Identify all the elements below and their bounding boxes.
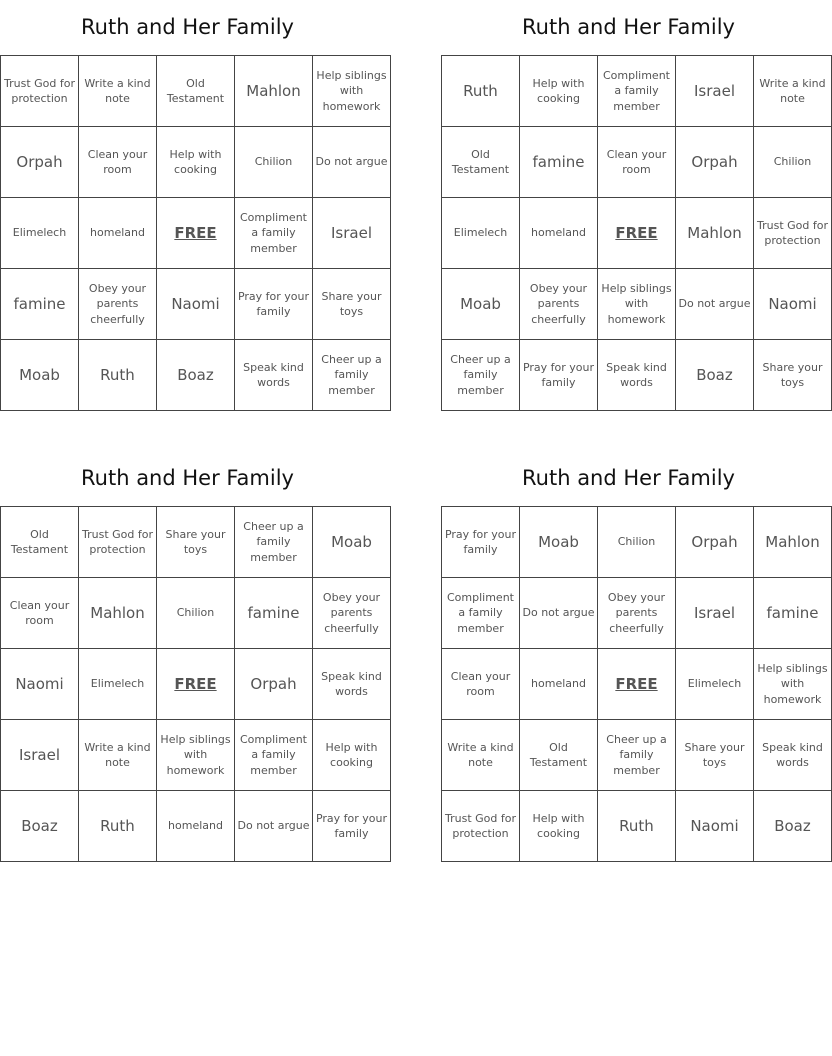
grid-cell: Elimelech <box>1 198 79 269</box>
grid-row <box>442 198 832 269</box>
grid-cell: Write a kind note <box>442 720 520 791</box>
grid-cell: Ruth <box>79 340 157 411</box>
card-title: Ruth and Her Family <box>522 466 735 490</box>
grid-cell: Clean your room <box>1 578 79 649</box>
grid-cell: Obey your parents cheerfully <box>313 578 391 649</box>
grid-cell: Chilion <box>754 127 832 198</box>
grid-cell: homeland <box>520 198 598 269</box>
card-title: Ruth and Her Family <box>81 15 294 39</box>
grid-cell: Do not argue <box>235 791 313 862</box>
grid-cell: Help siblings with homework <box>754 649 832 720</box>
grid-cell: Mahlon <box>79 578 157 649</box>
grid-row <box>442 720 832 791</box>
grid-row <box>442 578 832 649</box>
grid-row <box>442 56 832 127</box>
grid-cell: Moab <box>1 340 79 411</box>
bingo-grid <box>441 506 832 862</box>
grid-cell: Israel <box>676 56 754 127</box>
grid-cell: Speak kind words <box>754 720 832 791</box>
grid-cell: Share your toys <box>676 720 754 791</box>
grid-cell: Pray for your family <box>313 791 391 862</box>
grid-cell: Share your toys <box>754 340 832 411</box>
grid-cell: Chilion <box>598 507 676 578</box>
grid-cell: Help siblings with homework <box>313 56 391 127</box>
grid-cell: Old Testament <box>157 56 235 127</box>
grid-cell: Elimelech <box>442 198 520 269</box>
grid-cell: Cheer up a family member <box>598 720 676 791</box>
free-space: FREE <box>598 198 676 269</box>
grid-row <box>1 507 391 578</box>
grid-row <box>1 127 391 198</box>
grid-cell: homeland <box>157 791 235 862</box>
grid-cell: Compliment a family member <box>598 56 676 127</box>
grid-row <box>1 56 391 127</box>
grid-cell: Naomi <box>157 269 235 340</box>
grid-cell: Moab <box>520 507 598 578</box>
grid-cell: Israel <box>676 578 754 649</box>
grid-cell: Cheer up a family member <box>313 340 391 411</box>
grid-cell: Naomi <box>1 649 79 720</box>
grid-cell: Obey your parents cheerfully <box>598 578 676 649</box>
grid-cell: Boaz <box>1 791 79 862</box>
grid-cell: Boaz <box>157 340 235 411</box>
grid-row <box>442 649 832 720</box>
grid-cell: famine <box>235 578 313 649</box>
grid-cell: Do not argue <box>520 578 598 649</box>
grid-cell: Clean your room <box>79 127 157 198</box>
grid-cell: Trust God for protection <box>754 198 832 269</box>
grid-cell: Obey your parents cheerfully <box>79 269 157 340</box>
grid-cell: Compliment a family member <box>235 720 313 791</box>
grid-cell: Do not argue <box>676 269 754 340</box>
grid-cell: Trust God for protection <box>79 507 157 578</box>
grid-cell: Ruth <box>598 791 676 862</box>
grid-cell: Mahlon <box>754 507 832 578</box>
grid-cell: Do not argue <box>313 127 391 198</box>
free-space: FREE <box>598 649 676 720</box>
grid-cell: Trust God for protection <box>442 791 520 862</box>
grid-cell: famine <box>520 127 598 198</box>
bingo-grid <box>441 55 832 411</box>
grid-cell: Clean your room <box>442 649 520 720</box>
grid-cell: Elimelech <box>676 649 754 720</box>
grid-cell: Cheer up a family member <box>442 340 520 411</box>
grid-cell: Obey your parents cheerfully <box>520 269 598 340</box>
grid-cell: homeland <box>79 198 157 269</box>
grid-cell: Old Testament <box>442 127 520 198</box>
grid-row <box>442 127 832 198</box>
grid-row <box>1 269 391 340</box>
grid-cell: Help with cooking <box>313 720 391 791</box>
grid-cell: Speak kind words <box>235 340 313 411</box>
grid-cell: Israel <box>1 720 79 791</box>
grid-cell: Share your toys <box>157 507 235 578</box>
grid-cell: Orpah <box>676 127 754 198</box>
free-space: FREE <box>157 649 235 720</box>
grid-cell: Mahlon <box>235 56 313 127</box>
grid-cell: Share your toys <box>313 269 391 340</box>
grid-cell: Help with cooking <box>520 56 598 127</box>
grid-row <box>442 791 832 862</box>
grid-row <box>1 791 391 862</box>
grid-cell: Write a kind note <box>754 56 832 127</box>
grid-row <box>1 720 391 791</box>
grid-cell: Naomi <box>754 269 832 340</box>
card-title: Ruth and Her Family <box>81 466 294 490</box>
grid-cell: Help siblings with homework <box>598 269 676 340</box>
grid-cell: Help with cooking <box>520 791 598 862</box>
grid-cell: Orpah <box>1 127 79 198</box>
grid-cell: Speak kind words <box>313 649 391 720</box>
grid-cell: Speak kind words <box>598 340 676 411</box>
grid-cell: Orpah <box>676 507 754 578</box>
grid-row <box>442 507 832 578</box>
grid-cell: Ruth <box>79 791 157 862</box>
grid-cell: Help siblings with homework <box>157 720 235 791</box>
grid-row <box>442 269 832 340</box>
grid-cell: Boaz <box>676 340 754 411</box>
grid-cell: Moab <box>442 269 520 340</box>
grid-cell: famine <box>754 578 832 649</box>
grid-cell: Moab <box>313 507 391 578</box>
grid-cell: Ruth <box>442 56 520 127</box>
grid-cell: Write a kind note <box>79 56 157 127</box>
grid-cell: Elimelech <box>79 649 157 720</box>
grid-cell: Pray for your family <box>520 340 598 411</box>
grid-cell: Orpah <box>235 649 313 720</box>
bingo-grid <box>0 55 391 411</box>
free-space: FREE <box>157 198 235 269</box>
grid-cell: Cheer up a family member <box>235 507 313 578</box>
grid-cell: Chilion <box>235 127 313 198</box>
grid-cell: Compliment a family member <box>235 198 313 269</box>
grid-cell: Old Testament <box>1 507 79 578</box>
grid-row <box>1 198 391 269</box>
grid-cell: Old Testament <box>520 720 598 791</box>
grid-cell: Compliment a family member <box>442 578 520 649</box>
grid-cell: Naomi <box>676 791 754 862</box>
grid-row <box>1 649 391 720</box>
grid-cell: Mahlon <box>676 198 754 269</box>
grid-cell: Clean your room <box>598 127 676 198</box>
grid-cell: Boaz <box>754 791 832 862</box>
grid-cell: Trust God for protection <box>1 56 79 127</box>
grid-cell: homeland <box>520 649 598 720</box>
grid-cell: Pray for your family <box>442 507 520 578</box>
bingo-grid <box>0 506 391 862</box>
grid-cell: Israel <box>313 198 391 269</box>
grid-cell: famine <box>1 269 79 340</box>
grid-row <box>1 340 391 411</box>
card-title: Ruth and Her Family <box>522 15 735 39</box>
grid-cell: Write a kind note <box>79 720 157 791</box>
grid-row <box>442 340 832 411</box>
grid-cell: Help with cooking <box>157 127 235 198</box>
grid-cell: Chilion <box>157 578 235 649</box>
grid-row <box>1 578 391 649</box>
grid-cell: Pray for your family <box>235 269 313 340</box>
